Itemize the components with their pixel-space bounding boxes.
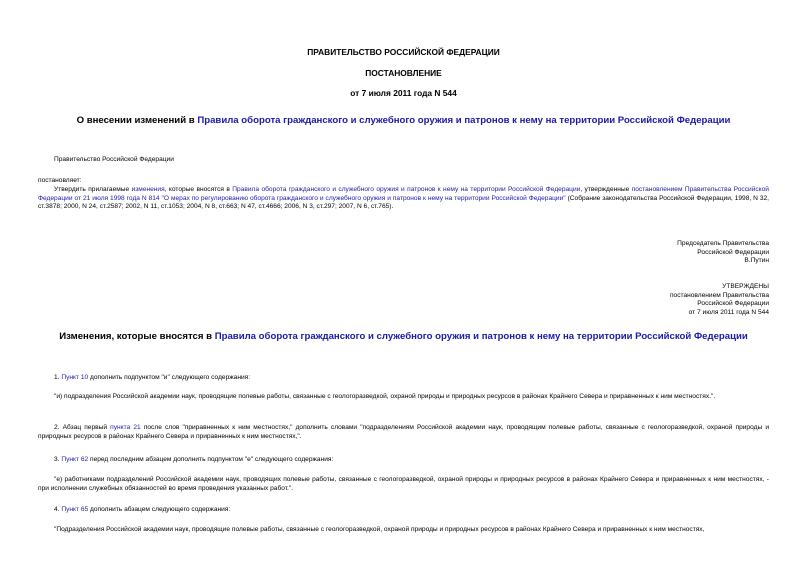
approval-paragraph — [38, 186, 769, 212]
item-4-link[interactable]: Пункт 65 — [61, 506, 89, 513]
changes-title-rules-link[interactable]: Правила оборота гражданского и служебного оружия и патронов к нему на территории Российской Федерации — [214, 331, 748, 342]
item-1 — [54, 374, 250, 383]
item-4-quote: "Подразделения Российской академии наук, проводящие полевые работы, связанные с геологоразведкой, охраной природы и природных ресурсов в районах Крайнего Севера и приравненных к ним местностях, — [54, 526, 705, 533]
item-4 — [54, 506, 230, 515]
approved-stamp-block — [670, 283, 769, 317]
approved-by: постановлением Правительства — [669, 291, 769, 299]
signature-country: Российской Федерации — [697, 248, 769, 256]
approved-label: УТВЕРЖДЕНЫ — [722, 283, 769, 290]
signature-position: Председатель Правительства — [677, 240, 769, 247]
item-3 — [54, 456, 333, 465]
signature-block — [677, 240, 769, 266]
item-1-number: 1. — [54, 374, 62, 381]
item-3-text: перед последним абзацем дополнить подпунктом "е" следующего содержания: — [88, 456, 334, 463]
title-prefix: О внесении изменений в — [76, 115, 198, 126]
approved-country: Российской Федерации — [697, 300, 769, 308]
issuer-heading: ПРАВИТЕЛЬСТВО РОССИЙСКОЙ ФЕДЕРАЦИИ — [307, 47, 500, 57]
approval-text-1: Утвердить прилагаемые — [54, 186, 132, 193]
item-3-number: 3. — [54, 456, 62, 463]
changes-link[interactable]: изменения — [131, 186, 165, 193]
approved-date: от 7 июля 2011 года N 544 — [688, 308, 769, 316]
item-4-text: дополнить абзацем следующего содержания: — [88, 506, 231, 513]
item-2 — [38, 424, 769, 441]
title-rules-link[interactable]: Правила оборота гражданского и служебного оружия и патронов к нему на территории Российской Федерации — [197, 115, 731, 126]
resolution-814-link[interactable]: постановлением Правительства Российской Федерации от 21 июля 1998 года N 814 "О мерах по регулированию оборота гражданского и служебного оружия и патронов к нему на территории Российской Федерации" — [38, 186, 769, 202]
approval-text-4: (Собрание законодательства Российской Федерации, 1998, N 32, ст.3878; 2000, N 24, ст.2587; 2002, N 11, ст.1053; 2004, N 8, ст.663; N 47, ст.4666; 2006, N 3, ст.297; 2007, N 6, ст.765). — [38, 194, 770, 211]
decides-line: постановляет: — [38, 177, 82, 184]
changes-title-prefix: Изменения, которые вносятся в — [59, 331, 215, 342]
document-type: ПОСТАНОВЛЕНИЕ — [365, 68, 442, 78]
government-line: Правительство Российской Федерации — [54, 156, 174, 163]
item-1-text: дополнить подпунктом "и" следующего содержания: — [88, 374, 251, 381]
item-2-text-b: после слов "приравненных к ним местностях," дополнить словами "подразделениям Российской академии наук, проводящим полевые работы, связанные с геологоразведкой, охраной природы и природных ресурсов в районах Крайнего Севера и приравненных к ним местностях,". — [38, 424, 769, 440]
item-4-number: 4. — [54, 506, 62, 513]
item-1-quote: "и) подразделения Российской академии наук, проводящие полевые работы, связанные с геологоразведкой, охраной природы и природных ресурсов в районах Крайнего Севера и приравненных к ним местностях.". — [54, 393, 716, 400]
item-3-link[interactable]: Пункт 62 — [61, 456, 89, 463]
item-1-link[interactable]: Пункт 10 — [61, 374, 89, 381]
approval-text-2: , которые вносятся в — [164, 186, 233, 193]
item-2-text-a: 2. Абзац первый — [54, 424, 111, 431]
document-title — [0, 115, 807, 126]
item-2-link[interactable]: пункта 21 — [110, 424, 141, 431]
rules-link[interactable]: Правила оборота гражданского и служебного оружия и патронов к нему на территории Российской Федерации — [232, 186, 581, 193]
signature-name: В.Путин — [744, 257, 769, 265]
item-3-quote: "е) работниками подразделений Российской академии наук, проводящих полевые работы, связанные с геологоразведкой, охраной природы и природных ресурсов в районах Крайнего Севера и приравненных к ним местностях, - при исполнении служебных обязанностей во время проведения указанных работ.". — [38, 476, 769, 492]
document-date-number: от 7 июля 2011 года N 544 — [350, 88, 457, 98]
approval-text-3: , утвержденные — [580, 186, 632, 193]
changes-title — [0, 331, 807, 342]
